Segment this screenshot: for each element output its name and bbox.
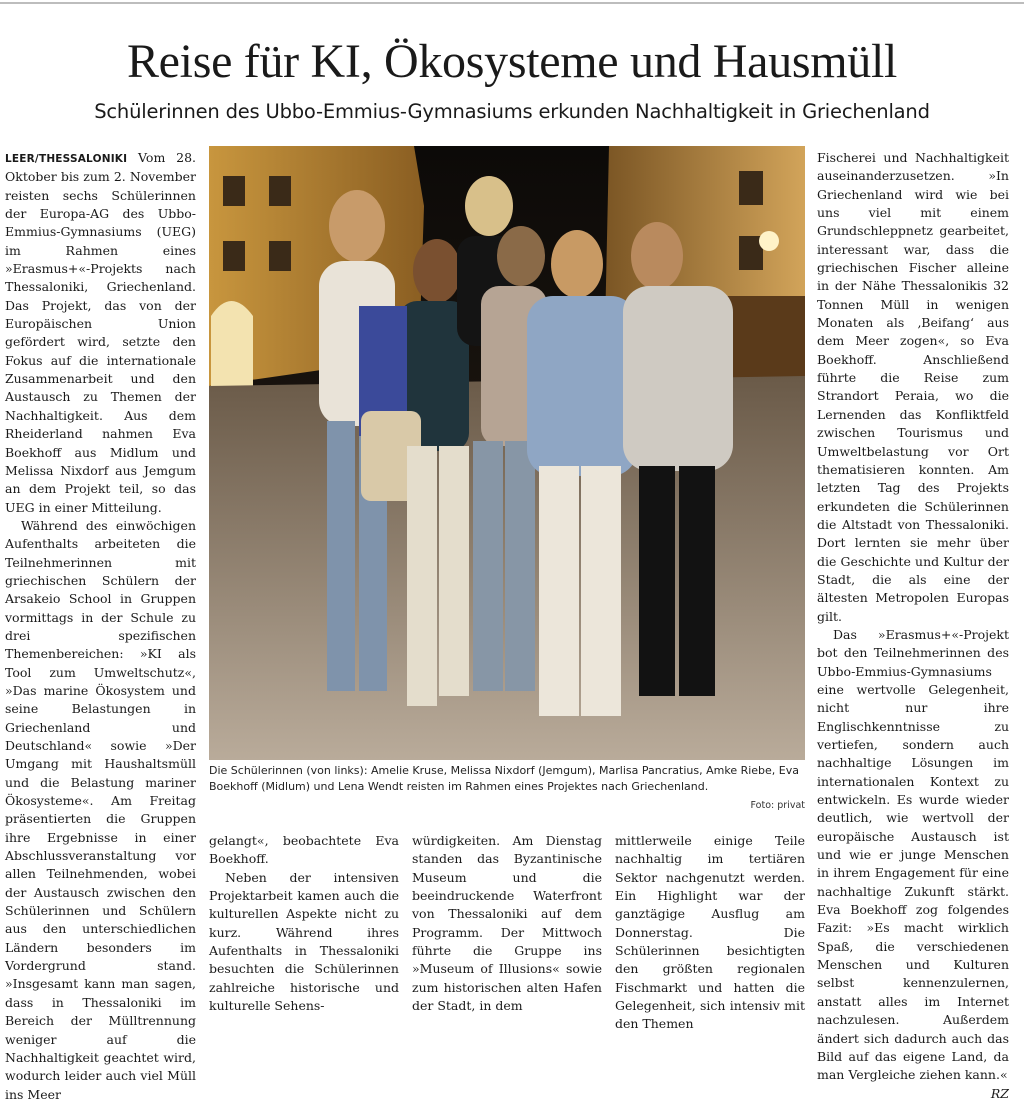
- photo-credit: Foto: privat: [750, 800, 805, 811]
- headline: Reise für KI, Ökosysteme und Hausmüll: [126, 35, 898, 88]
- group-photo-image: [209, 146, 805, 760]
- author-signature: RZ: [990, 1085, 1009, 1101]
- article-column-3: [412, 832, 602, 1015]
- col5-paragraph-1: Fischerei und Nachhaltigkeit auseinanderzusetzen. »In Griechenland wird wie bei uns viel mit einem Grundschleppnetz gearbeitet, interessant war, dass die griechischen Fischer alleine in der Nähe Thessalonikis 32 Tonnen Müll in wenigen Monaten als ‚Beifang‘ aus dem Meer zogen«, so Eva Boekhoff. Anschließend führte die Reise zum Strandort Peraia, wo die Lernenden das Konfliktfeld zwischen Tourismus und Umweltbelastung vor Ort thematisieren konnten. Am letzten Tag des Projekts erkundeten die Schülerinnen die Altstadt von Thessaloniki. Dort lernten sie mehr über die Geschichte und Kultur der Stadt, die als eine der ältesten Metropolen Europas gilt.: [817, 150, 1009, 624]
- subheadline: Schülerinnen des Ubbo-Emmius-Gymnasiums erkunden Nachhaltigkeit in Griechenland: [94, 100, 930, 123]
- dateline: LEER/THESSALONIKI: [5, 153, 128, 165]
- col1-p1-text: Vom 28. Oktober bis zum 2. November reisten sechs Schülerinnen der Europa-AG des Ubbo-Emmius-Gymnasiums (UEG) im Rahmen eines »Erasmus+«-Projekts nach Thessaloniki, Griechenland. Das Projekt, das von der Europäischen Union gefördert wird, setzte den Fokus auf die internationale Zusammenarbeit und den Austausch zu Themen der Nachhaltigkeit. Aus dem Rheiderland nahmen Eva Boekhoff aus Midlum und Melissa Nixdorf aus Jemgum an dem Projekt teil, so das UEG in einer Mitteilung.: [5, 150, 196, 515]
- article-column-2: [209, 832, 399, 1015]
- article-column-4: [615, 832, 805, 1034]
- group-photo: [209, 146, 805, 760]
- article-column-1: [5, 149, 196, 1104]
- col5-paragraph-2: [817, 626, 1009, 1101]
- article-column-5: [817, 149, 1009, 1103]
- col4-paragraph-1: mittlerweile einige Teile nachhaltig im tertiären Sektor nachgenutzt werden. Ein Highlight war der ganztägige Ausflug am Donnerstag. Die Schülerinnen besichtigten den größten regionalen Fischmarkt und hatten die Gelegenheit, sich intensiv mit den Themen: [615, 833, 805, 1032]
- col5-p2-text: Das »Erasmus+«-Projekt bot den Teilnehmerinnen des Ubbo-Emmius-Gymnasiums eine wertvolle Gelegenheit, nicht nur ihre Englischkenntnisse zu vertiefen, sondern auch nachhaltige Lösungen im internationalen Kontext zu entwickeln. Es wurde wieder deutlich, wie wertvoll der europäische Austausch ist und wie er junge Menschen in ihrem Engagement für eine nachhaltige Zukunft stärkt. Eva Boekhoff zog folgendes Fazit: »Es macht wirklich Spaß, die verschiedenen Menschen und Kulturen selbst kennenzulernen, anstatt alles im Internet nachzulesen. Außerdem ändert sich dadurch auch das Bild auf das eigene Land, da man Vergleiche ziehen kann.«: [817, 626, 1009, 1083]
- col3-paragraph-1: würdigkeiten. Am Dienstag standen das Byzantinische Museum und die beeindruckende Waterfront von Thessaloniki auf dem Programm. Der Mittwoch führte die Gruppe ins »Museum of Illusions« sowie zum historischen alten Hafen der Stadt, in dem: [412, 833, 602, 1014]
- photo-caption: Die Schülerinnen (von links): Amelie Kruse, Melissa Nixdorf (Jemgum), Marlisa Pancratius, Amke Riebe, Eva Boekhoff (Midlum) und Lena Wendt reisten im Rahmen eines Projektes nach Griechenland.: [209, 764, 800, 793]
- col2-paragraph-2: Neben der intensiven Projektarbeit kamen auch die kulturellen Aspekte nicht zu kurz. Während ihres Aufenthalts in Thessaloniki besuchten die Schülerinnen zahlreiche historische und kulturelle Sehens-: [209, 869, 399, 1014]
- col2-paragraph-1: gelangt«, beobachtete Eva Boekhoff.: [209, 833, 399, 867]
- col1-paragraph-1: [5, 149, 196, 517]
- col1-paragraph-2: Während des einwöchigen Aufenthalts arbeiteten die Teilnehmerinnen mit griechischen Schülern der Arsakeio School in Gruppen vormittags in der Schule zu drei spezifischen Themenbereichen: »KI als Tool zum Umweltschutz«, »Das marine Ökosystem und seine Belastungen in Griechenland und Deutschland« sowie »Der Umgang mit Haushaltsmüll und die Belastung mariner Ökosysteme«. Am Freitag präsentierten die Gruppen ihre Ergebnisse in einer Abschlussveranstaltung vor allen Teilnehmenden, wobei der Austausch zwischen den Schülerinnen und Schülern aus den unterschiedlichen Ländern besonders im Vordergrund stand. »Insgesamt kann man sagen, dass in Thessaloniki im Bereich der Mülltrennung weniger auf die Nachhaltigkeit geachtet wird, wodurch leider auch viel Müll ins Meer: [5, 517, 196, 1102]
- top-rule: [0, 2, 1024, 4]
